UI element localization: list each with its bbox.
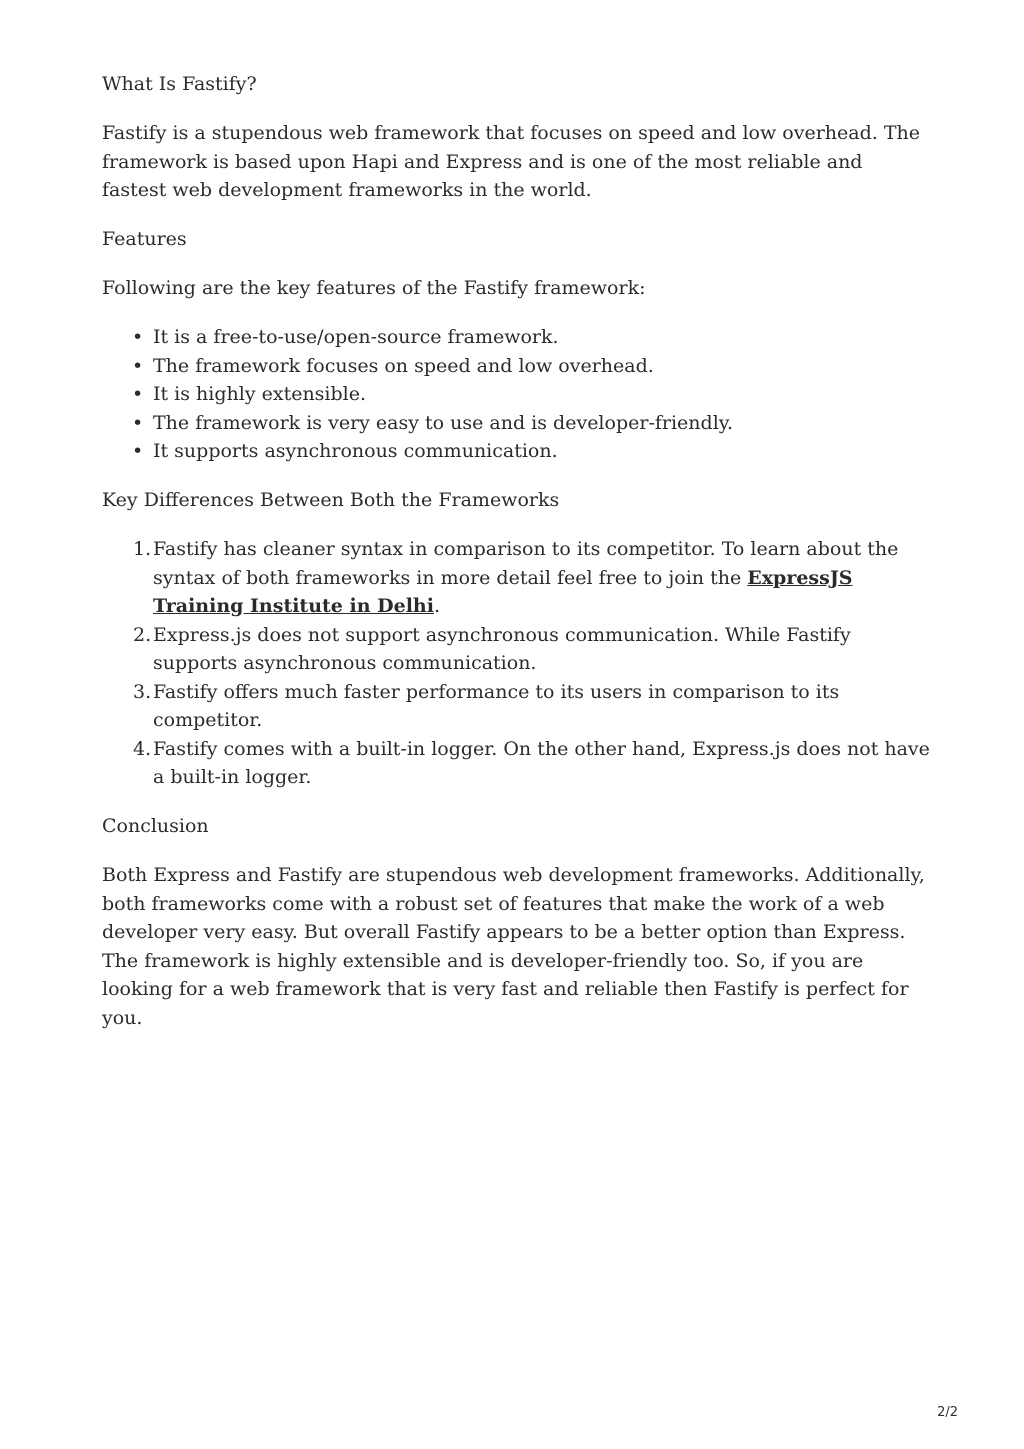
list-item xyxy=(133,621,932,678)
list-number: 1. xyxy=(133,538,152,560)
list-item xyxy=(133,678,932,735)
list-number: 4. xyxy=(133,737,152,760)
features-heading: Features xyxy=(102,228,187,250)
list-number: 2. xyxy=(133,623,152,646)
list-item-text: Fastify has cleaner syntax in comparison to its competitor. To learn about the syntax of both frameworks in more detail feel free to join the xyxy=(153,538,899,589)
features-intro: Following are the key features of the Fastify framework: xyxy=(102,277,646,299)
expressjs-training-link[interactable]: ExpressJS Training Institute in Delhi xyxy=(153,566,853,617)
list-number: 3. xyxy=(133,680,152,703)
list-item-text-end: . xyxy=(433,595,441,617)
list-item xyxy=(133,735,932,792)
document-body xyxy=(102,70,932,1053)
list-item: • The framework is very easy to use and is developer-friendly. xyxy=(153,409,932,438)
conclusion-paragraph: Both Express and Fastify are stupendous web development frameworks. Additionally, both frameworks come with a robust set of features that make the work of a web developer very easy. But overall Fastify appears to be a better option than Express. The framework is highly extensible and is developer-friendly too. So, if you are looking for a web framework that is very fast and reliable then Fastify is perfect for you. xyxy=(102,864,925,1029)
what-is-paragraph: Fastify is a stupendous web framework that focuses on speed and low overhead. The framework is based upon Hapi and Express and is one of the most reliable and fastest web development frameworks in the world. xyxy=(102,122,920,201)
conclusion-heading: Conclusion xyxy=(102,815,209,837)
differences-list xyxy=(102,535,932,792)
list-item-text: Express.js does not support asynchronous communication. While Fastify supports asynchronous communication. xyxy=(153,623,851,674)
list-item: • The framework focuses on speed and low overhead. xyxy=(153,352,932,381)
list-item xyxy=(133,535,932,621)
differences-heading: Key Differences Between Both the Frameworks xyxy=(102,489,560,511)
features-list xyxy=(102,323,932,466)
list-item-text: Fastify offers much faster performance to its users in comparison to its competitor. xyxy=(153,680,840,731)
what-is-heading: What Is Fastify? xyxy=(102,73,257,95)
list-item: • It is highly extensible. xyxy=(153,380,932,409)
list-item: • It supports asynchronous communication. xyxy=(153,437,932,466)
list-item: • It is a free-to-use/open-source framework. xyxy=(153,323,932,352)
page-number: 2/2 xyxy=(937,1405,958,1420)
list-item-text: Fastify comes with a built-in logger. On the other hand, Express.js does not have a built-in logger. xyxy=(153,737,930,788)
